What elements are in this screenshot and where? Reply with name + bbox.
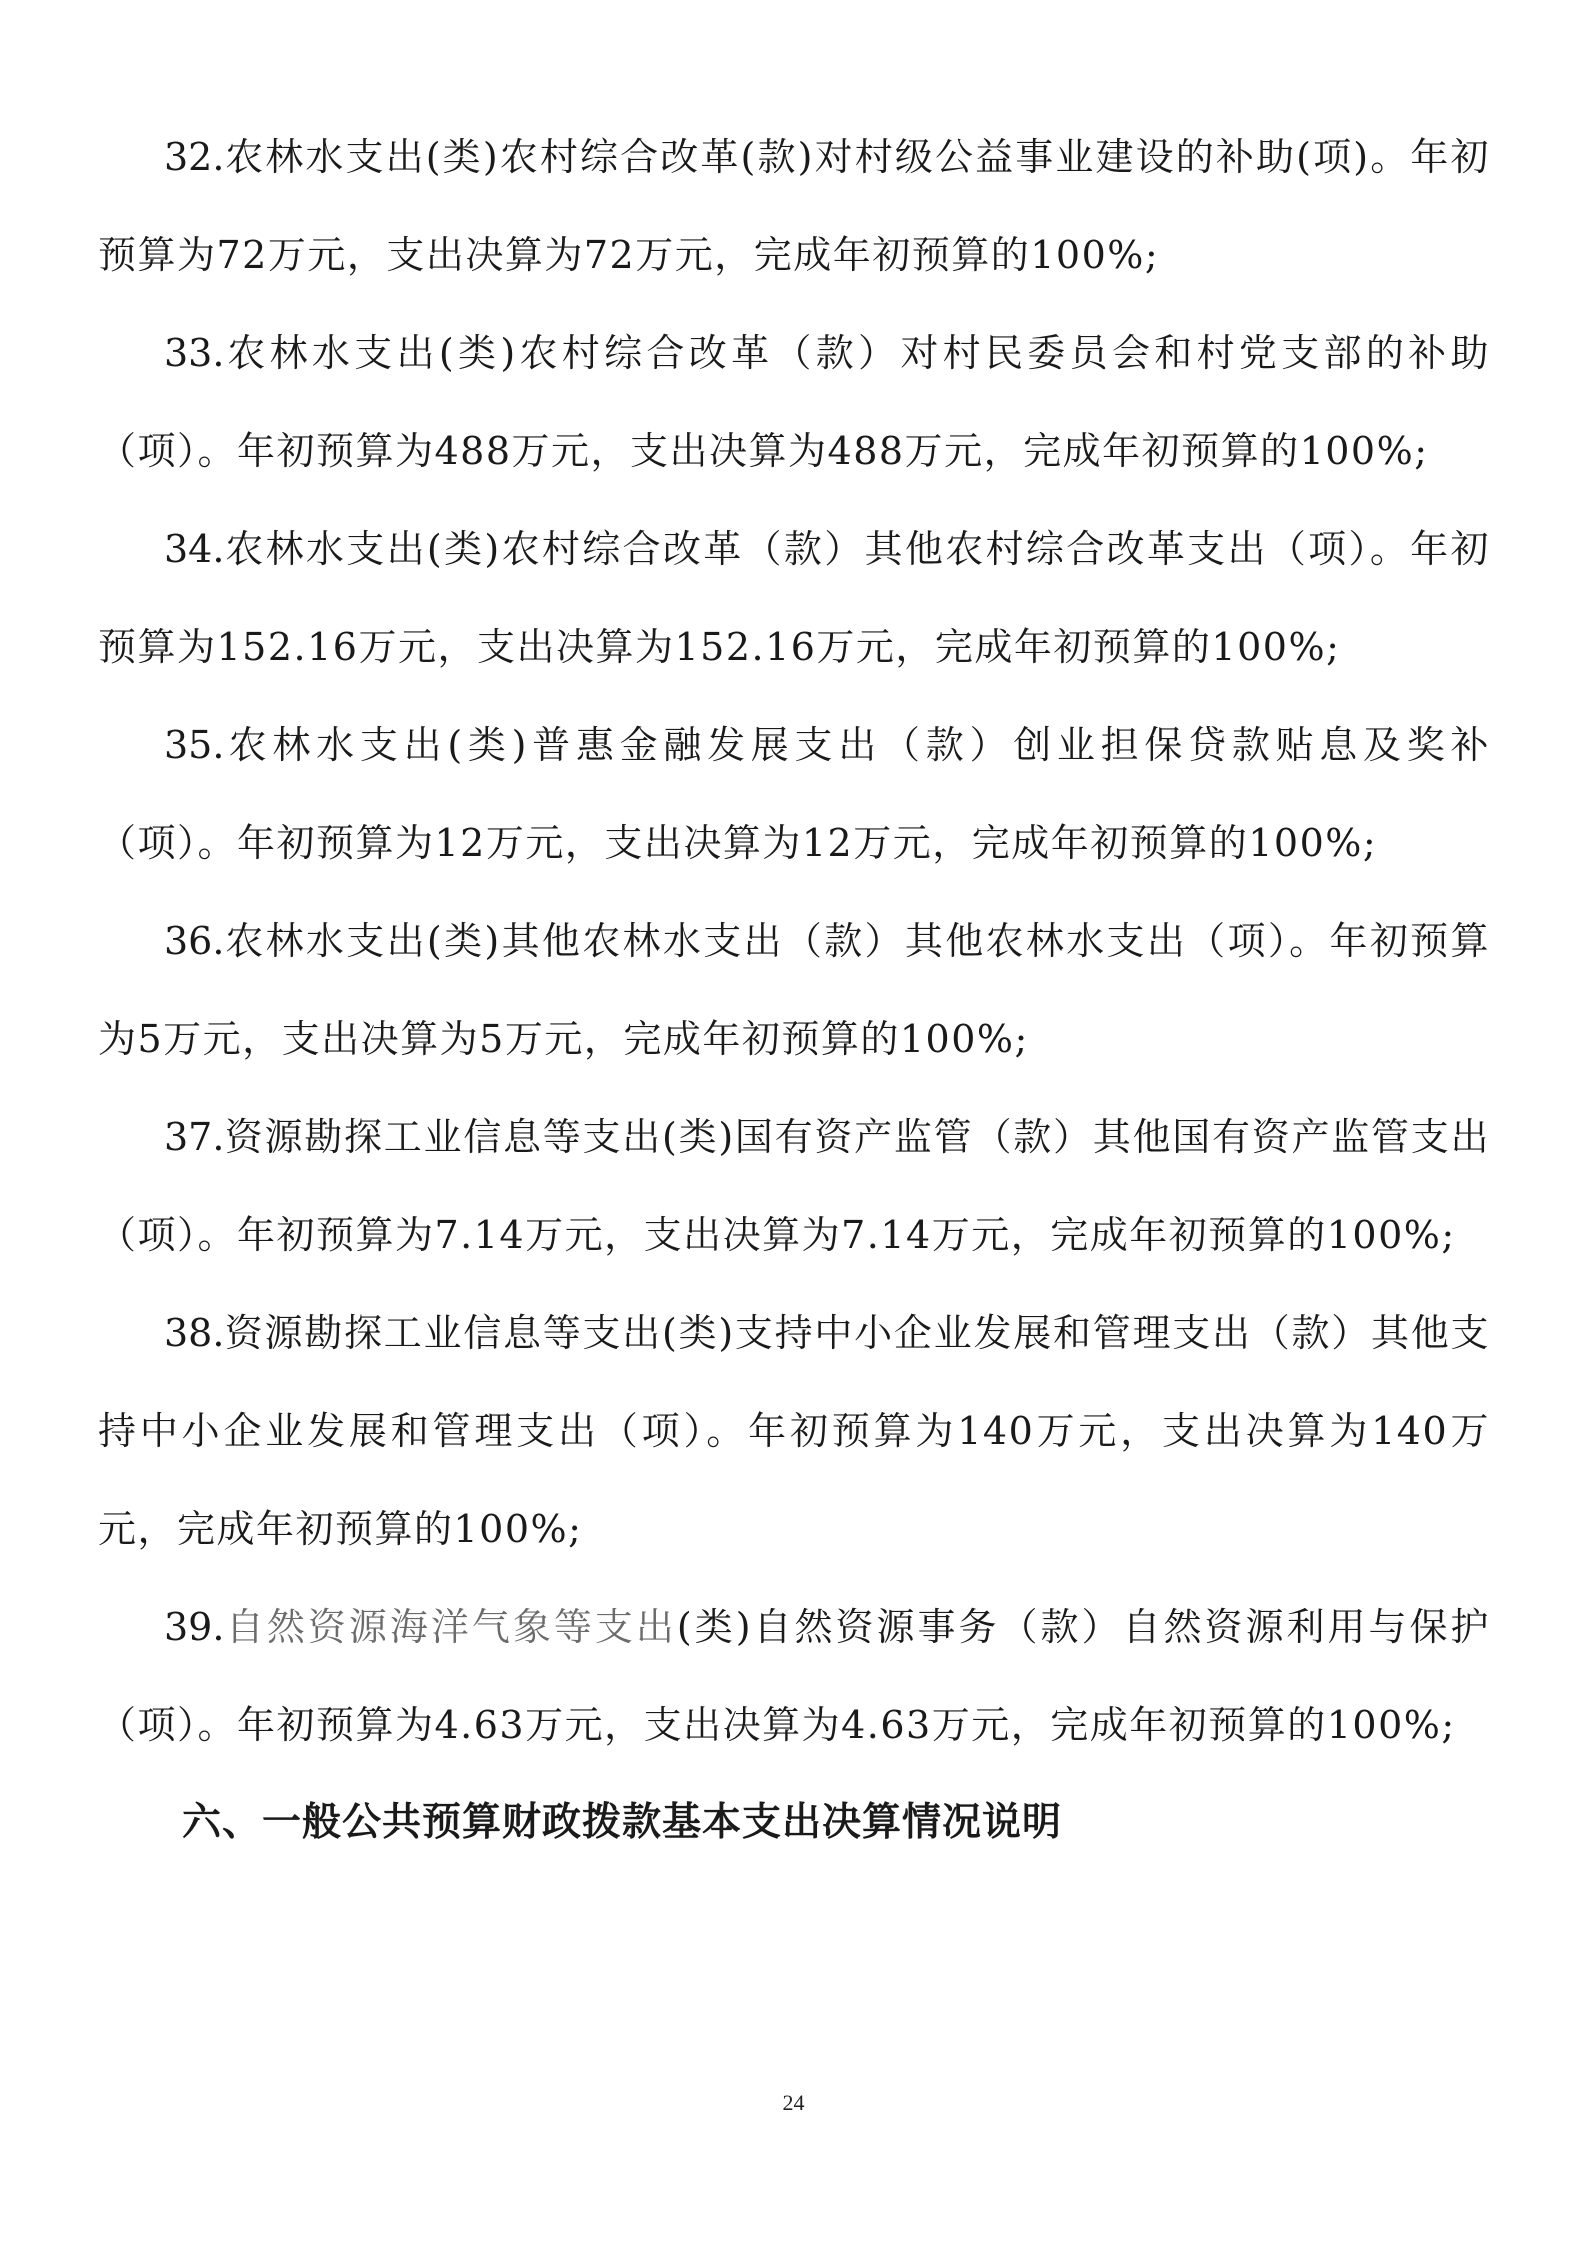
paragraph-text: 农林水支出(类)农村综合改革(款)对村级公益事业建设的补助(项)。年初预算为72万元，支出决算为72万元，完成年初预算的100%; [98, 135, 1490, 277]
paragraph-36 [98, 892, 1490, 1088]
paragraph-number: 37. [164, 1115, 225, 1159]
paragraph-number: 36. [164, 919, 225, 963]
page-number: 24 [782, 2090, 805, 2115]
paragraph-39 [98, 1578, 1490, 1774]
paragraph-number: 38. [164, 1311, 225, 1355]
paragraph-number: 35. [164, 723, 225, 767]
paragraph-text: 农林水支出(类)农村综合改革（款）对村民委员会和村党支部的补助（项）。年初预算为488万元，支出决算为488万元，完成年初预算的100%; [98, 331, 1490, 473]
paragraph-text: 资源勘探工业信息等支出(类)国有资产监管（款）其他国有资产监管支出（项）。年初预算为7.14万元，支出决算为7.14万元，完成年初预算的100%; [98, 1115, 1490, 1257]
document-body [98, 108, 1490, 1872]
section-heading: 六、一般公共预算财政拨款基本支出决算情况说明 [182, 1800, 1063, 1845]
paragraph-number: 34. [164, 527, 225, 571]
paragraph-text: (类)自然资源事务（款）自然资源利用与保护（项）。年初预算为4.63万元，支出决算为4.63万元，完成年初预算的100%; [98, 1605, 1490, 1747]
paragraph-text: 资源勘探工业信息等支出(类)支持中小企业发展和管理支出（款）其他支持中小企业发展和管理支出（项）。年初预算为140万元，支出决算为140万元，完成年初预算的100%; [98, 1311, 1490, 1551]
paragraph-number: 33. [164, 331, 225, 375]
paragraph-text: 农林水支出(类)其他农林水支出（款）其他农林水支出（项）。年初预算为5万元，支出决算为5万元，完成年初预算的100%; [98, 919, 1490, 1061]
paragraph-text: 农林水支出(类)普惠金融发展支出（款）创业担保贷款贴息及奖补（项）。年初预算为12万元，支出决算为12万元，完成年初预算的100%; [98, 723, 1490, 865]
paragraph-38 [98, 1284, 1490, 1578]
paragraph-text: 农林水支出(类)农村综合改革（款）其他农村综合改革支出（项）。年初预算为152.16万元，支出决算为152.16万元，完成年初预算的100%; [98, 527, 1490, 669]
paragraph-category-text: 自然资源海洋气象等支出 [224, 1605, 677, 1649]
paragraph-34 [98, 500, 1490, 696]
paragraph-35 [98, 696, 1490, 892]
paragraph-32 [98, 108, 1490, 304]
paragraph-number: 32. [164, 135, 225, 179]
paragraph-37 [98, 1088, 1490, 1284]
paragraph-number: 39. [164, 1605, 225, 1649]
paragraph-33 [98, 304, 1490, 500]
